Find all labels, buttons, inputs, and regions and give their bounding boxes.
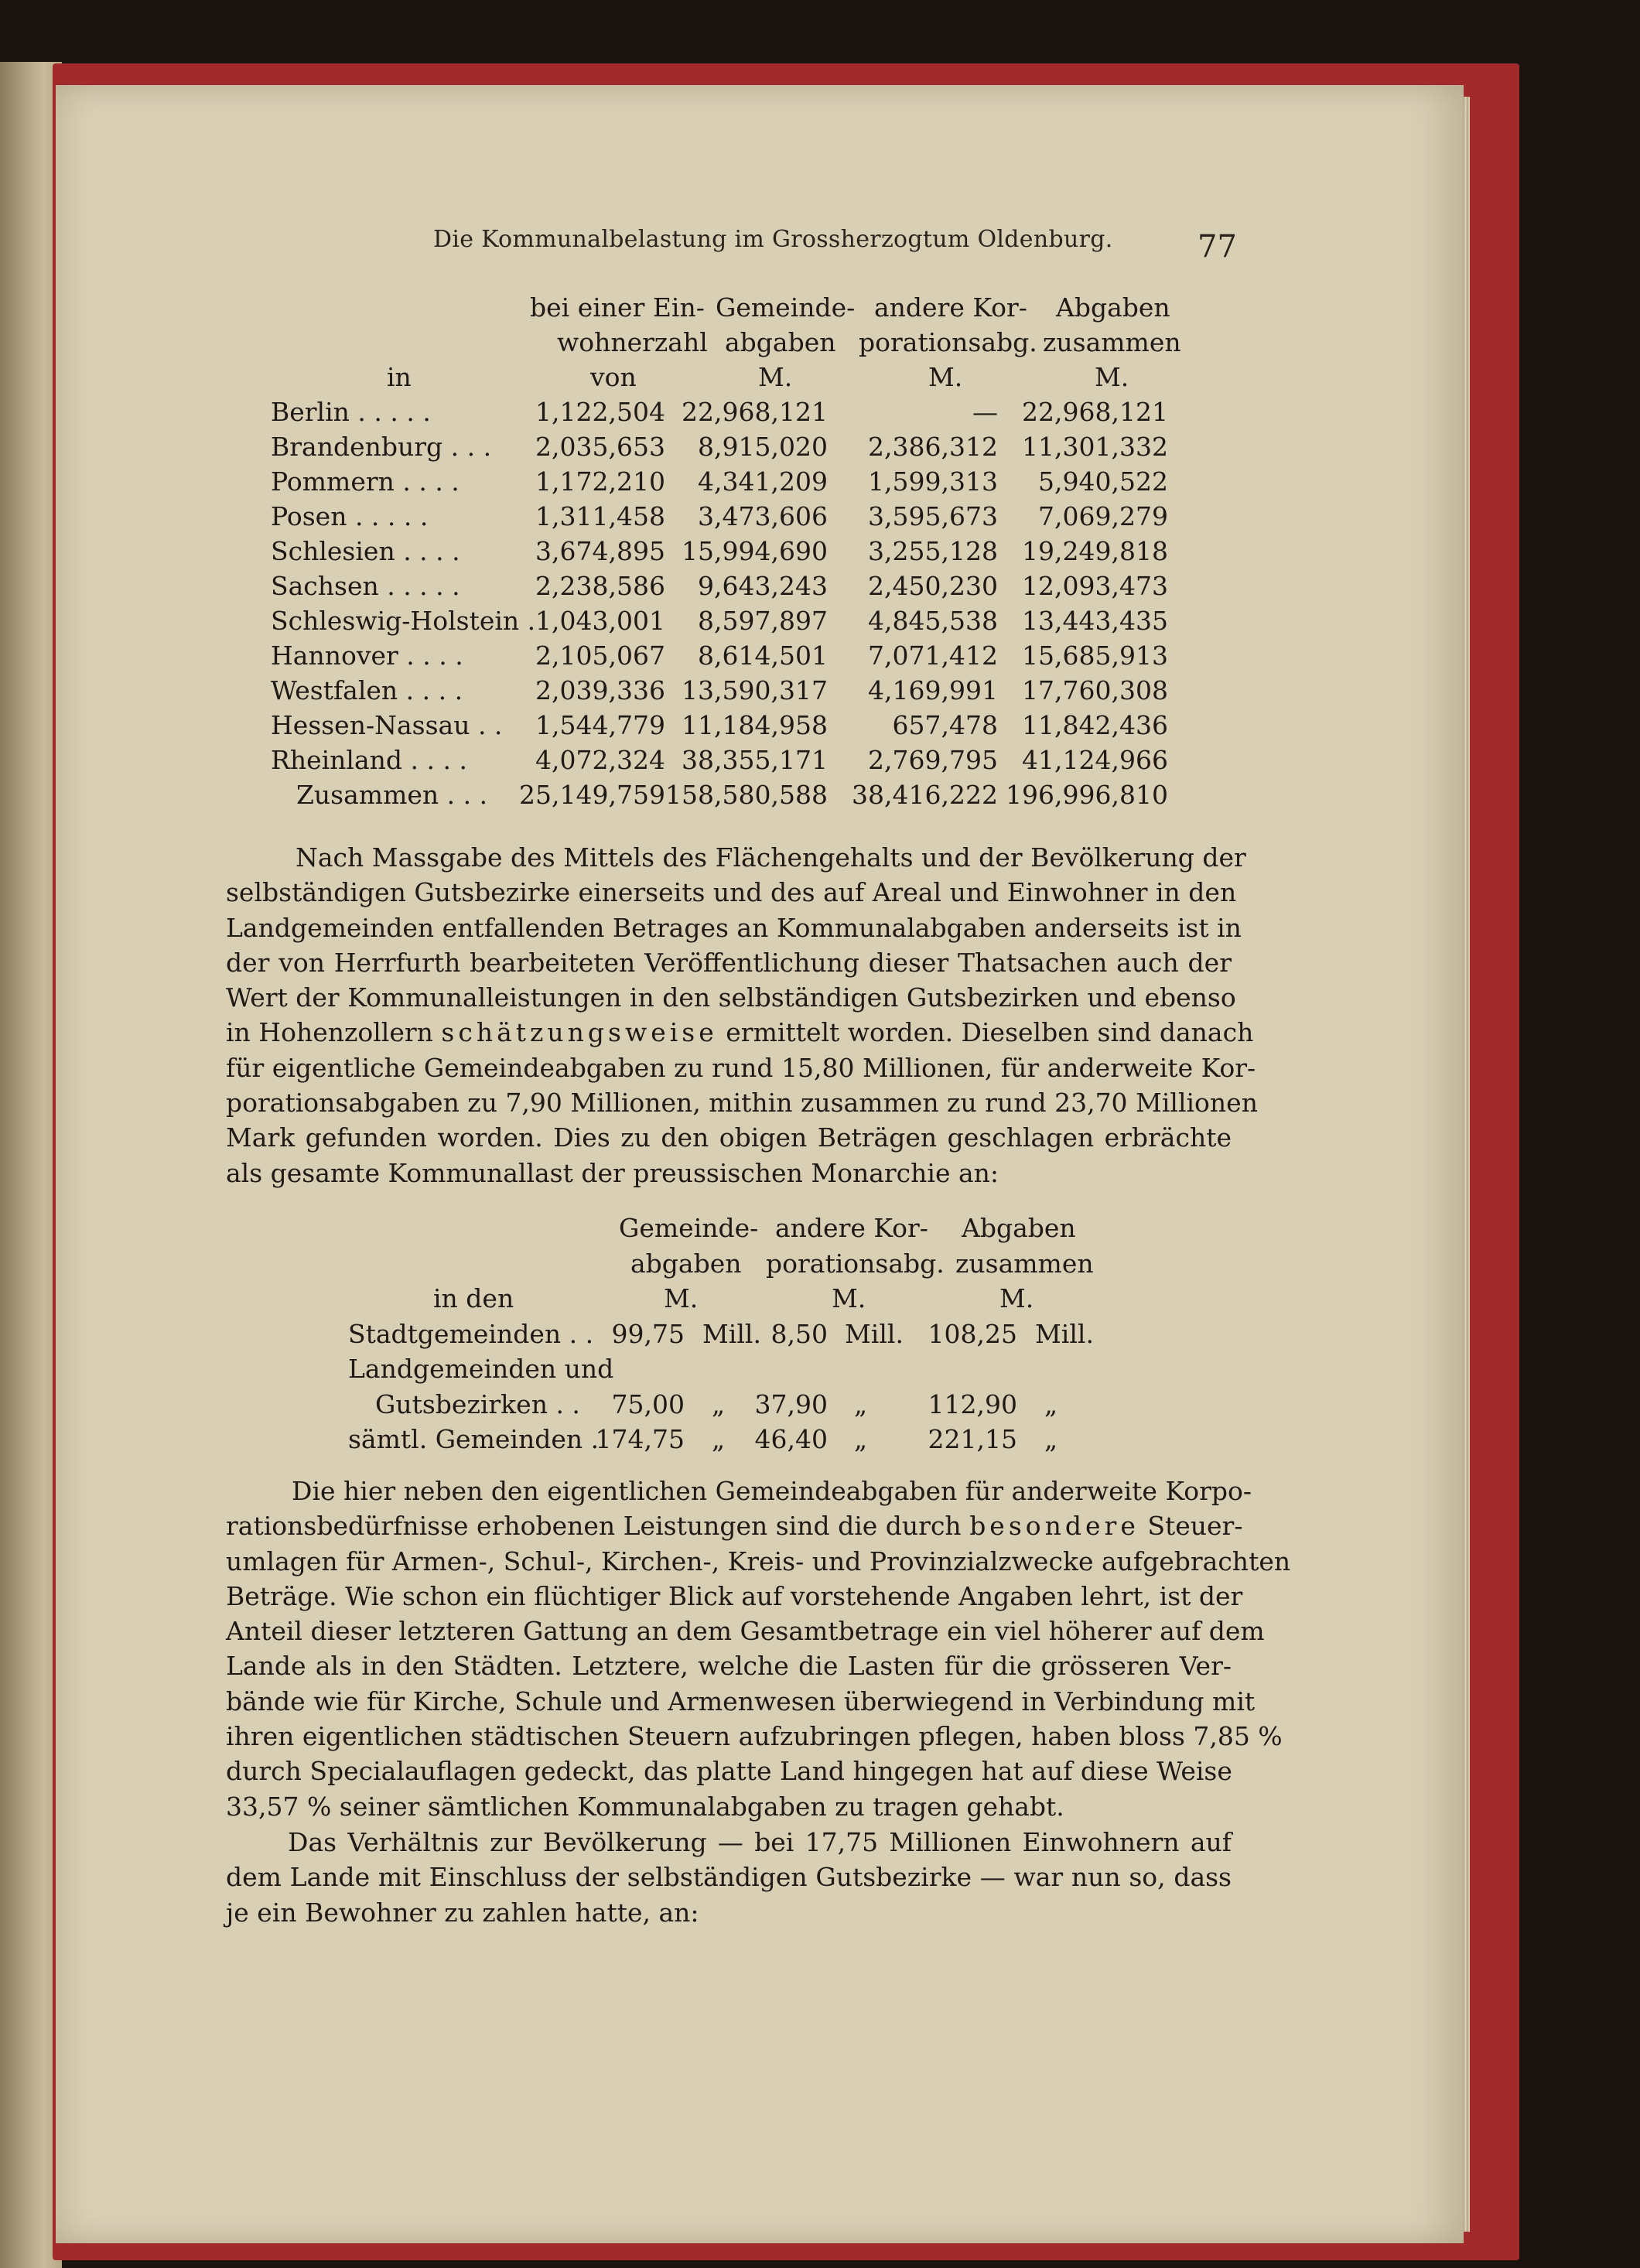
- table-row: [267, 606, 1172, 640]
- text-fragment: rationsbedürfnisse erhobenen Leistungen sind die durch: [226, 1511, 962, 1542]
- cell-korp: 4,169,991: [868, 675, 998, 705]
- table-row: [267, 466, 1172, 501]
- cell-gem: 38,355,171: [682, 745, 828, 775]
- text-line: [226, 1015, 1254, 1050]
- cell-name: Schleswig-Holstein .: [271, 606, 536, 636]
- text-line: Die hier neben den eigentlichen Gemeindeabgaben für anderweite Korpo-: [292, 1476, 1252, 1506]
- cell-korp: 46,40: [754, 1424, 828, 1454]
- cell-name: Zusammen . . .: [296, 780, 488, 810]
- cell-korp: 2,386,312: [868, 432, 998, 462]
- cell-korp: 7,071,412: [868, 640, 998, 671]
- cell-gem_u: Mill.: [702, 1318, 761, 1349]
- table-row: [267, 780, 1172, 815]
- cell-pop: 1,172,210: [535, 466, 665, 497]
- cell-korp_u: „: [854, 1424, 868, 1454]
- header-col3: andere Kor-: [874, 292, 1027, 323]
- cell-gem: 13,590,317: [682, 675, 828, 705]
- text-line: umlagen für Armen-, Schul-, Kirchen-, Kreis- und Provinzialzwecke aufgebrachten: [226, 1546, 1291, 1576]
- cell-name: Sachsen . . . . .: [271, 571, 460, 601]
- header-col1: von: [590, 362, 637, 392]
- table-header-row: [267, 327, 1181, 362]
- table-row: [267, 640, 1172, 675]
- text-fragment: ermittelt worden. Dieselben sind danach: [726, 1017, 1254, 1048]
- cell-name: Rheinland . . . .: [271, 745, 467, 775]
- cell-pop: 2,035,653: [535, 432, 665, 462]
- header-col4: M.: [1095, 362, 1129, 392]
- header-col3: zusammen: [955, 1248, 1094, 1279]
- text-line: der von Herrfurth bearbeiteten Veröffentlichung dieser Thatsachen auch der: [226, 947, 1232, 978]
- page-number: 77: [1198, 229, 1237, 265]
- cell-sum: 12,093,473: [1022, 571, 1168, 601]
- cell-gem_u: „: [712, 1388, 726, 1419]
- cell-pop: 1,122,504: [535, 397, 665, 427]
- cell-name: Landgemeinden und: [348, 1354, 614, 1384]
- cell-gem: 4,341,209: [698, 466, 828, 497]
- header-col2: M.: [758, 362, 793, 392]
- cell-sum: 112,90: [928, 1388, 1017, 1419]
- cell-gem_u: „: [712, 1424, 726, 1454]
- spaced-emphasis: besondere: [969, 1511, 1139, 1542]
- cell-gem: 11,184,958: [682, 710, 828, 740]
- table-header-row: [348, 1248, 1122, 1284]
- text-line: Lande als in den Städten. Letztere, welche die Lasten für die grösseren Ver-: [226, 1651, 1232, 1682]
- cell-sum: 196,996,810: [1006, 780, 1168, 810]
- cell-gem: 8,597,897: [698, 606, 828, 636]
- cell-korp: 2,769,795: [868, 745, 998, 775]
- cell-sum: 5,940,522: [1038, 466, 1168, 497]
- cell-korp: 1,599,313: [868, 466, 998, 497]
- text-line: [226, 1508, 1243, 1543]
- table-row: [267, 432, 1172, 466]
- cell-name: Hannover . . . .: [271, 640, 463, 671]
- text-line: 33,57 % seiner sämtlichen Kommunalabgaben zu tragen gehabt.: [226, 1791, 1064, 1822]
- header-col1: M.: [664, 1283, 699, 1313]
- cell-sum: 11,301,332: [1022, 432, 1168, 462]
- table-header-row: [267, 362, 1172, 397]
- cell-gem: 75,00: [611, 1388, 685, 1419]
- paragraph-1: [226, 840, 1258, 1190]
- table-row: [267, 501, 1172, 536]
- table-row: [348, 1389, 1122, 1425]
- cell-name: Brandenburg . . .: [271, 432, 492, 462]
- paragraph-3: [226, 1825, 1232, 1930]
- header-col3: Abgaben: [962, 1213, 1076, 1243]
- text-line: Das Verhältnis zur Bevölkerung — bei 17,75 Millionen Einwohnern auf: [288, 1827, 1232, 1857]
- table-row: [348, 1354, 1122, 1389]
- cell-sum: 13,443,435: [1022, 606, 1168, 636]
- cell-pop: 3,674,895: [535, 536, 665, 566]
- text-line: Mark gefunden worden. Dies zu den obigen Beträgen geschlagen erbrächte: [226, 1122, 1232, 1153]
- table-header-row: [348, 1213, 1122, 1248]
- cell-gem: 3,473,606: [698, 501, 828, 531]
- cell-name: Berlin . . . . .: [271, 397, 431, 427]
- header-col4: Abgaben: [1056, 292, 1170, 323]
- cell-korp: 8,50: [770, 1318, 828, 1349]
- cell-gem: 174,75: [595, 1424, 685, 1454]
- table-row: [348, 1319, 1122, 1354]
- table-row: [267, 536, 1172, 571]
- cell-korp: —: [972, 397, 998, 427]
- cell-name: Pommern . . . .: [271, 466, 460, 497]
- header-col2: andere Kor-: [775, 1213, 928, 1243]
- cell-name: Gutsbezirken . .: [375, 1388, 580, 1419]
- text-fragment: Steuer-: [1147, 1511, 1243, 1542]
- text-fragment: in Hohenzollern: [226, 1017, 433, 1048]
- text-line: Wert der Kommunalleistungen in den selbständigen Gutsbezirken und ebenso: [226, 982, 1236, 1013]
- cell-sum: 221,15: [928, 1424, 1017, 1454]
- cell-gem: 22,968,121: [682, 397, 828, 427]
- header-col2: M.: [832, 1283, 866, 1313]
- cell-gem: 99,75: [611, 1318, 685, 1349]
- cell-name: sämtl. Gemeinden .: [348, 1424, 600, 1454]
- cell-name: Stadtgemeinden . .: [348, 1318, 594, 1349]
- paragraph-2: [226, 1474, 1291, 1824]
- header-col1: bei einer Ein-: [530, 292, 705, 323]
- cell-pop: 25,149,759: [519, 780, 665, 810]
- table-row: [267, 571, 1172, 606]
- text-line: ihren eigentlichen städtischen Steuern aufzubringen pflegen, haben bloss 7,85 %: [226, 1721, 1283, 1752]
- cell-korp: 37,90: [754, 1388, 828, 1419]
- header-col3: M.: [999, 1283, 1034, 1313]
- text-line: je ein Bewohner zu zahlen hatte, an:: [226, 1897, 699, 1928]
- cell-sum: 108,25: [928, 1318, 1017, 1349]
- cell-name: Hessen-Nassau . .: [271, 710, 503, 740]
- table-header-row: [267, 292, 1172, 327]
- cell-pop: 2,238,586: [535, 571, 665, 601]
- cell-korp: 3,595,673: [868, 501, 998, 531]
- cell-sum: 19,249,818: [1022, 536, 1168, 566]
- cell-gem: 9,643,243: [698, 571, 828, 601]
- header-col2: abgaben: [725, 327, 836, 357]
- cell-korp: 38,416,222: [852, 780, 998, 810]
- header-col0: in: [387, 362, 412, 392]
- cell-sum: 17,760,308: [1022, 675, 1168, 705]
- cell-sum: 15,685,913: [1022, 640, 1168, 671]
- text-line: Beträge. Wie schon ein flüchtiger Blick auf vorstehende Angaben lehrt, ist der: [226, 1580, 1243, 1611]
- cell-korp: 657,478: [892, 710, 998, 740]
- cell-name: Schlesien . . . .: [271, 536, 460, 566]
- cell-gem: 15,994,690: [682, 536, 828, 566]
- cell-pop: 4,072,324: [535, 745, 665, 775]
- table-row: [267, 745, 1172, 780]
- cell-pop: 2,105,067: [535, 640, 665, 671]
- table-row: [348, 1424, 1122, 1460]
- cell-sum: 41,124,966: [1022, 745, 1168, 775]
- cell-sum_u: Mill.: [1035, 1318, 1094, 1349]
- cell-korp_u: „: [854, 1388, 868, 1419]
- cell-sum: 7,069,279: [1038, 501, 1168, 531]
- table-row: [267, 397, 1172, 432]
- header-col4: zusammen: [1043, 327, 1181, 357]
- population-tax-table: [267, 292, 1181, 815]
- text-line: porationsabgaben zu 7,90 Millionen, mithin zusammen zu rund 23,70 Millionen: [226, 1088, 1258, 1119]
- cell-name: Westfalen . . . .: [271, 675, 463, 705]
- text-line: dem Lande mit Einschluss der selbständigen Gutsbezirke — war nun so, dass: [226, 1862, 1232, 1893]
- header-col2: Gemeinde-: [716, 292, 856, 323]
- table-header-row: [348, 1283, 1122, 1319]
- cell-pop: 1,544,779: [535, 710, 665, 740]
- header-col2: porationsabg.: [766, 1248, 945, 1279]
- cell-pop: 1,311,458: [535, 501, 665, 531]
- total-burden-table: [348, 1213, 1122, 1460]
- header-col1: Gemeinde-: [619, 1213, 759, 1243]
- text-line: Landgemeinden entfallenden Betrages an Kommunalabgaben anderseits ist in: [226, 912, 1242, 943]
- cell-sum: 11,842,436: [1022, 710, 1168, 740]
- cell-sum: 22,968,121: [1022, 397, 1168, 427]
- header-col0: in den: [433, 1283, 514, 1313]
- text-line: als gesamte Kommunallast der preussischen Monarchie an:: [226, 1157, 999, 1188]
- header-col3: M.: [928, 362, 963, 392]
- cell-sum_u: „: [1044, 1424, 1058, 1454]
- running-header: Die Kommunalbelastung im Grossherzogtum Oldenburg.: [433, 226, 1113, 253]
- cell-korp: 4,845,538: [868, 606, 998, 636]
- cell-gem: 8,614,501: [698, 640, 828, 671]
- text-line: Anteil dieser letzteren Gattung an dem Gesamtbetrage ein viel höherer auf dem: [226, 1616, 1265, 1647]
- text-line: selbständigen Gutsbezirke einerseits und des auf Areal und Einwohner in den: [226, 877, 1237, 908]
- text-line: für eigentliche Gemeindeabgaben zu rund 15,80 Millionen, für anderweite Kor-: [226, 1052, 1256, 1083]
- cell-korp: 3,255,128: [868, 536, 998, 566]
- text-line: bände wie für Kirche, Schule und Armenwesen überwiegend in Verbindung mit: [226, 1686, 1256, 1716]
- cell-name: Posen . . . . .: [271, 501, 429, 531]
- text-line: durch Specialauflagen gedeckt, das platte Land hingegen hat auf diese Weise: [226, 1756, 1232, 1787]
- cell-pop: 2,039,336: [535, 675, 665, 705]
- header-col1: wohnerzahl: [557, 327, 708, 357]
- table-row: [267, 710, 1172, 745]
- table-row: [267, 675, 1172, 710]
- cell-sum_u: „: [1044, 1388, 1058, 1419]
- text-line: Nach Massgabe des Mittels des Flächengehalts und der Bevölkerung der: [296, 842, 1246, 873]
- cell-gem: 158,580,588: [665, 780, 828, 810]
- spaced-emphasis: schätzungsweise: [441, 1017, 718, 1048]
- cell-pop: 1,043,001: [535, 606, 665, 636]
- cell-gem: 8,915,020: [698, 432, 828, 462]
- header-col3: porationsabg.: [859, 327, 1037, 357]
- header-col1: abgaben: [630, 1248, 742, 1279]
- cell-korp_u: Mill.: [845, 1318, 904, 1349]
- cell-korp: 2,450,230: [868, 571, 998, 601]
